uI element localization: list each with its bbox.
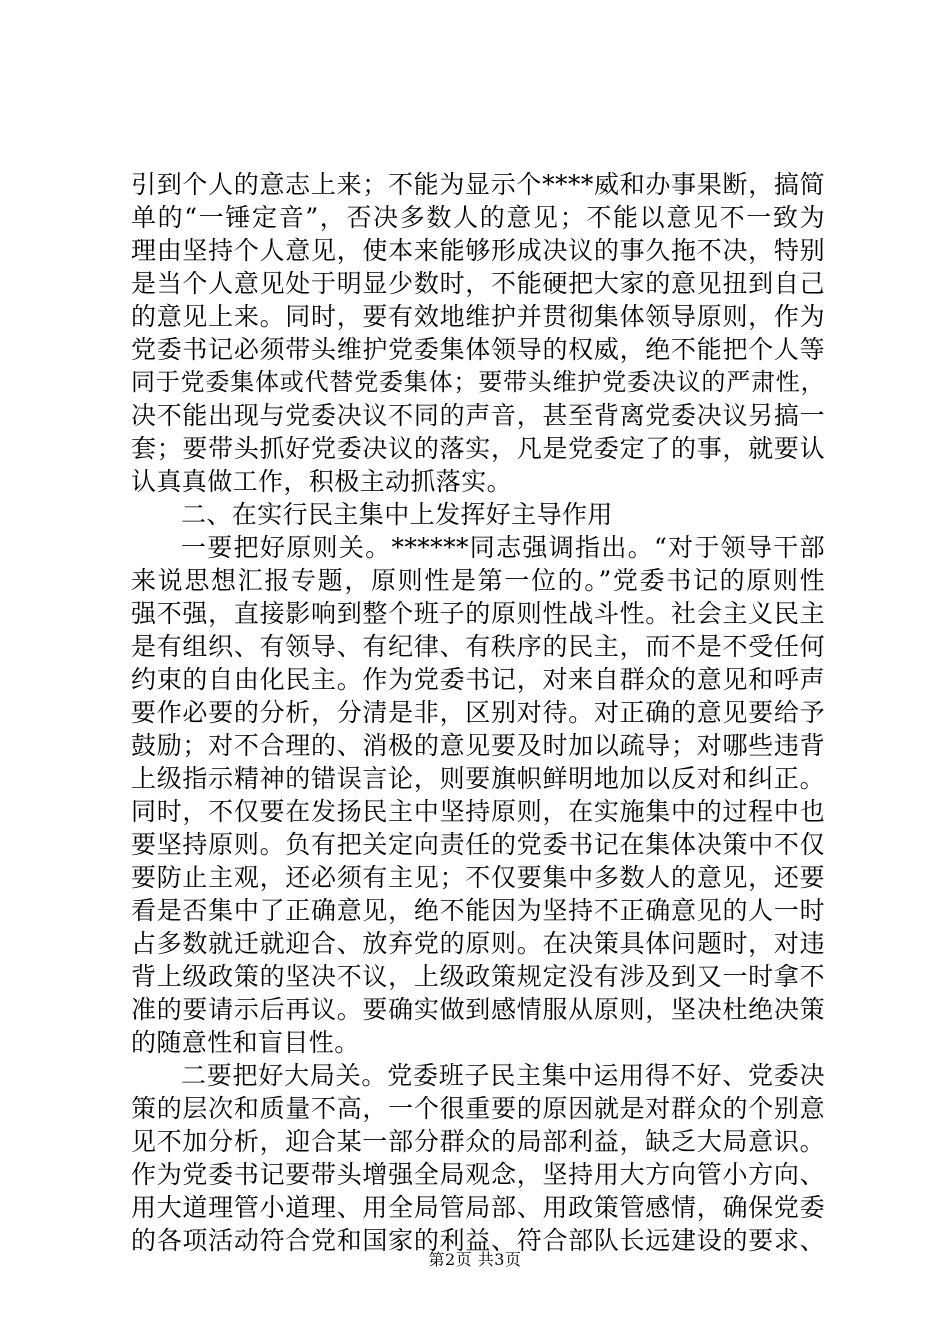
text-line: 用大道理管小道理、用全局管局部、用政策管感情，确保党委 [131,1193,825,1222]
text-line: 套；要带头抓好党委决议的落实，凡是党委定了的事，就要认 [131,434,825,463]
text-line: 同时，不仅要在发扬民主中坚持原则，在实施集中的过程中也 [131,797,825,826]
text-line: 是有组织、有领导、有纪律、有秩序的民主，而不是不受任何 [131,632,825,661]
text-line: 作为党委书记要带头增强全局观念，坚持用大方向管小方向、 [131,1160,825,1189]
text-line: 的意见上来。同时，要有效地维护并贯彻集体领导原则，作为 [131,302,825,331]
text-line: 准的要请示后再议。要确实做到感情服从原则，坚决杜绝决策 [131,995,825,1024]
text-line: 理由坚持个人意见，使本来能够形成决议的事久拖不决，特别 [131,236,825,265]
text-line: 鼓励；对不合理的、消极的意见要及时加以疏导；对哪些违背 [131,731,825,760]
text-line: 二要把好大局关。党委班子民主集中运用得不好、党委决 [181,1061,825,1090]
text-line: 来说思想汇报专题，原则性是第一位的。”党委书记的原则性 [131,566,825,595]
text-line: 党委书记必须带头维护党委集体领导的权威，绝不能把个人等 [131,335,825,364]
text-line: 的随意性和盲目性。 [131,1028,360,1057]
text-line: 看是否集中了正确意见，绝不能因为坚持不正确意见的人一时 [131,896,825,925]
text-line: 背上级政策的坚决不议，上级政策规定没有涉及到又一时拿不 [131,962,825,991]
text-line: 要坚持原则。负有把关定向责任的党委书记在集体决策中不仅 [131,830,825,859]
text-line: 引到个人的意志上来；不能为显示个****威和办事果断，搞简 [131,170,825,199]
text-line: 占多数就迁就迎合、放弃党的原则。在决策具体问题时，对违 [131,929,825,958]
text-line: 策的层次和质量不高，一个很重要的原因就是对群众的个别意 [131,1094,825,1123]
text-line: 要作必要的分析，分清是非，区别对待。对正确的意见要给予 [131,698,825,727]
text-line: 一要把好原则关。******同志强调指出。“对于领导干部 [181,533,825,562]
text-line: 的各项活动符合党和国家的利益、符合部队长远建设的要求、 [131,1226,825,1255]
text-line: 见不加分析，迎合某一部分群众的局部利益，缺乏大局意识。 [131,1127,825,1156]
text-line: 单的“一锤定音”，否决多数人的意见；不能以意见不一致为 [131,203,825,232]
text-line: 决不能出现与党委决议不同的声音，甚至背离党委决议另搞一 [131,401,825,430]
page-footer: 第2页 共3页 [428,1250,522,1269]
text-line: 上级指示精神的错误言论，则要旗帜鲜明地加以反对和纠正。 [131,764,825,793]
text-line: 强不强，直接影响到整个班子的原则性战斗性。社会主义民主 [131,599,825,628]
text-line: 是当个人意见处于明显少数时，不能硬把大家的意见扭到自己 [131,269,825,298]
text-line: 要防止主观，还必须有主见；不仅要集中多数人的意见，还要 [131,863,825,892]
text-line: 约束的自由化民主。作为党委书记，对来自群众的意见和呼声 [131,665,825,694]
text-line: 二、在实行民主集中上发挥好主导作用 [181,500,613,529]
text-line: 认真真做工作，积极主动抓落实。 [131,467,513,496]
text-line: 同于党委集体或代替党委集体；要带头维护党委决议的严肃性， [131,368,825,396]
document-body [131,168,825,1257]
